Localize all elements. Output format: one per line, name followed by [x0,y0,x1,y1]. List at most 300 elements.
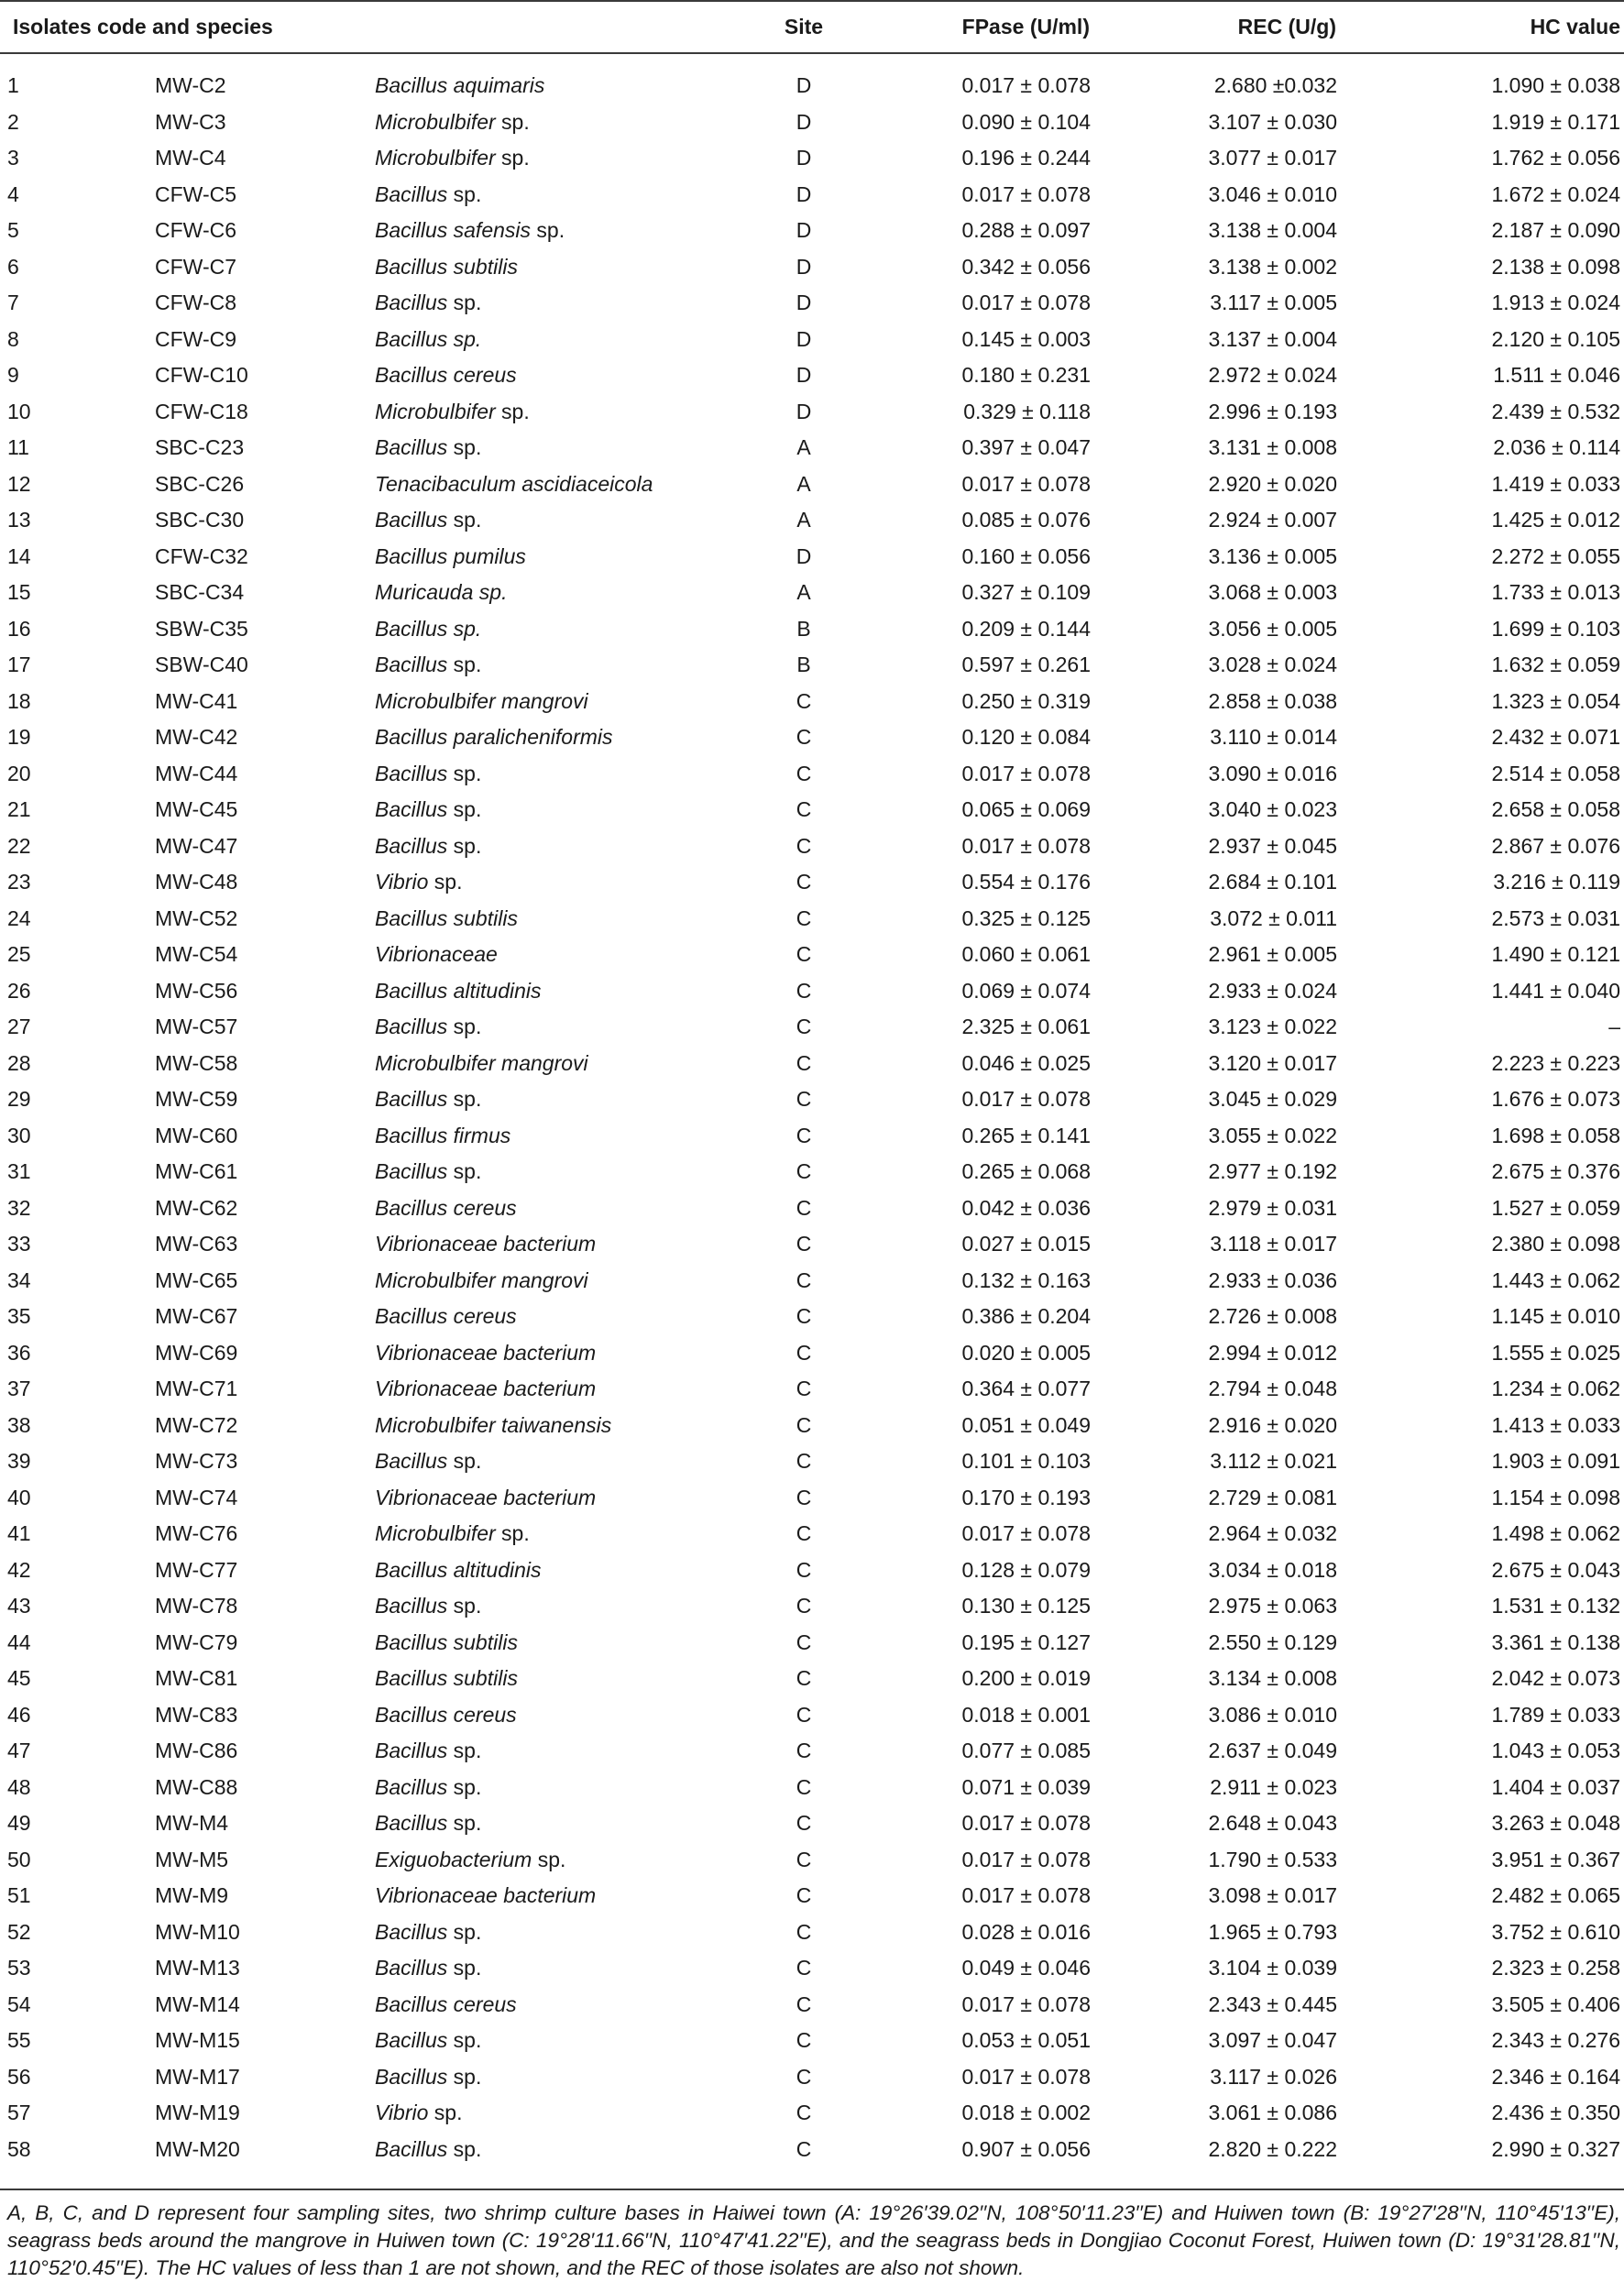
rec-value: 2.979 ± 0.031 [1208,1195,1337,1220]
table-row [0,325,1624,362]
fpase-value: 0.288 ± 0.097 [961,218,1091,242]
fpase-value: 0.017 ± 0.078 [961,1087,1091,1111]
fpase-value: 0.018 ± 0.001 [961,1702,1091,1727]
species-genus: Vibrio [375,870,429,894]
row-number: 32 [7,1195,31,1220]
species-name [375,2026,481,2054]
species-name [375,1411,611,1439]
rec-value: 3.136 ± 0.005 [1208,543,1337,568]
row-number: 27 [7,1015,31,1038]
site-value: C [796,1449,812,1473]
row-number: 15 [7,580,31,604]
rec-value: 3.098 ± 0.017 [1208,1883,1337,1907]
hc-value: 3.752 ± 0.610 [1491,1919,1620,1944]
isolate-code: CFW-C32 [155,543,248,568]
species-suffix: sp. [531,218,565,242]
rec-value: 3.090 ± 0.016 [1208,761,1337,785]
hc-value: 1.443 ± 0.062 [1491,1267,1620,1292]
hc-value: 3.263 ± 0.048 [1491,1811,1620,1835]
site-value: C [796,1521,812,1545]
fpase-value: 0.132 ± 0.163 [961,1267,1091,1292]
rec-value: 2.916 ± 0.020 [1208,1412,1337,1437]
header-isolates-code-species: Isolates code and species [13,15,273,38]
table-row [0,361,1624,398]
species-genus: Bacillus [375,1159,448,1183]
fpase-value: 0.077 ± 0.085 [961,1739,1091,1762]
isolate-code: MW-M20 [155,2136,240,2161]
species-genus: Bacillus [375,1774,448,1799]
rec-value: 2.343 ± 0.445 [1208,1991,1337,2016]
species-genus: Vibrionaceae bacterium [375,1340,597,1365]
fpase-value: 0.017 ± 0.078 [961,1883,1091,1907]
table-row [0,1013,1624,1049]
table-row [0,905,1624,941]
row-number: 38 [7,1412,31,1437]
site-value: C [796,1991,812,2016]
site-value: C [796,1666,812,1690]
table-row [0,181,1624,217]
site-value: C [796,1557,812,1582]
row-number: 25 [7,942,31,966]
row-number: 53 [7,1956,31,1980]
site-value: D [796,399,812,423]
isolate-code: MW-C48 [155,870,238,894]
table-row [0,1664,1624,1701]
row-number: 50 [7,1847,31,1871]
species-name [375,651,481,678]
isolate-code: MW-M5 [155,1847,229,1871]
hc-value: 2.380 ± 0.098 [1491,1232,1620,1256]
species-genus: Microbulbifer taiwanensis [375,1412,612,1437]
site-value: C [796,1883,812,1907]
site-value: C [796,1087,812,1111]
row-number: 14 [7,543,31,568]
isolate-code: MW-C2 [155,73,226,97]
species-suffix: sp. [495,146,530,170]
row-number: 40 [7,1485,31,1509]
table-row [0,1447,1624,1484]
table-body [0,71,1624,2171]
table-row [0,1556,1624,1593]
isolate-code: SBC-C30 [155,508,245,532]
species-suffix: sp. [447,1087,482,1111]
species-name [375,1664,518,1692]
hc-value: 1.531 ± 0.132 [1491,1594,1620,1618]
hc-value: 1.733 ± 0.013 [1491,580,1620,604]
species-genus: Bacillus [375,1594,448,1618]
isolate-code: MW-C47 [155,833,238,858]
rec-value: 2.933 ± 0.036 [1208,1267,1337,1292]
hc-value: 2.036 ± 0.114 [1493,435,1620,459]
fpase-value: 0.051 ± 0.049 [961,1412,1091,1437]
species-suffix: sp. [447,653,482,676]
table-row [0,1809,1624,1846]
site-value: A [796,471,811,496]
rec-value: 3.110 ± 0.014 [1210,725,1337,749]
species-genus: Bacillus [375,797,448,821]
table-row [0,578,1624,615]
row-number: 41 [7,1521,31,1545]
hc-value: 2.138 ± 0.098 [1491,254,1620,279]
table-footnote: A, B, C, and D represent four sampling sites, two shrimp culture bases in Haiwei town (A: 19°26′39.02′′N, 108°50′11.23′′E) and Huiwen town (B: 19°27′28′′N, 110°45′13′′E), seagrass beds around the mangrove in Huiwen town (C: 19°28′11.66′′N, 110°47′41.22′′E), and the seagrass beds in Dongjiao Coconut Forest, Huiwen town (D: 19°31′28.81′′N, 110°52′0.45′′E). The HC values of less than 1 are not shown, and the REC of those isolates are also not shown. [7,2201,1620,2279]
species-name [375,1157,481,1185]
hc-value: 1.676 ± 0.073 [1491,1087,1620,1111]
row-number: 49 [7,1811,31,1835]
species-suffix: sp. [447,1015,482,1038]
table-row [0,687,1624,724]
fpase-value: 0.342 ± 0.056 [961,254,1091,279]
rec-value: 2.996 ± 0.193 [1208,399,1337,423]
row-number: 42 [7,1557,31,1582]
hc-value: 1.490 ± 0.121 [1491,942,1620,966]
site-value: C [796,905,812,930]
row-number: 30 [7,1123,31,1147]
site-value: C [796,1267,812,1292]
species-name [375,1230,596,1257]
species-name [375,1375,596,1402]
hc-value: 2.272 ± 0.055 [1491,543,1620,568]
isolate-code: MW-C78 [155,1594,238,1618]
isolate-code: SBC-C23 [155,435,245,459]
species-genus: Bacillus altitudinis [375,978,542,1003]
species-genus: Bacillus [375,1919,448,1944]
species-name [375,216,565,244]
row-number: 51 [7,1883,31,1907]
row-number: 8 [7,326,19,351]
hc-value: – [1608,1015,1620,1038]
species-genus: Bacillus aquimaris [375,73,545,97]
fpase-value: 0.170 ± 0.193 [961,1485,1091,1509]
rec-value: 2.637 ± 0.049 [1208,1739,1337,1762]
isolate-code: MW-C81 [155,1666,238,1690]
species-genus: Bacillus [375,2028,448,2052]
species-suffix: sp. [447,797,482,821]
isolate-code: MW-C58 [155,1050,238,1075]
row-number: 5 [7,218,19,242]
species-suffix: sp. [447,291,482,314]
species-genus: Bacillus sp. [375,326,482,351]
hc-value: 1.234 ± 0.062 [1491,1377,1620,1400]
species-genus: Bacillus [375,1449,448,1473]
table-row [0,760,1624,796]
hc-value: 1.413 ± 0.033 [1491,1412,1620,1437]
species-name [375,1809,481,1837]
row-number: 11 [7,435,29,459]
hc-value: 2.436 ± 0.350 [1491,2101,1620,2124]
species-genus: Exiguobacterium [375,1847,532,1871]
table-row [0,108,1624,145]
rec-value: 2.994 ± 0.012 [1208,1340,1337,1365]
species-suffix: sp. [447,761,482,785]
species-genus: Vibrionaceae bacterium [375,1232,597,1256]
table-row [0,2063,1624,2100]
row-number: 34 [7,1267,31,1292]
site-value: C [796,1123,812,1147]
species-genus: Vibrionaceae [375,942,498,966]
table-row [0,1701,1624,1738]
fpase-value: 0.101 ± 0.103 [961,1449,1091,1473]
isolate-code: MW-C52 [155,905,238,930]
species-genus: Microbulbifer mangrovi [375,688,588,713]
rec-value: 2.726 ± 0.008 [1208,1304,1337,1328]
row-number: 24 [7,905,31,930]
species-genus: Bacillus sp. [375,616,482,641]
species-name [375,723,613,751]
species-name [375,506,481,533]
site-value: C [796,1050,812,1075]
table-row [0,977,1624,1014]
header-hc-value: HC value [1530,15,1620,38]
species-name [375,832,481,860]
hc-value: 2.187 ± 0.090 [1491,218,1620,242]
species-genus: Bacillus subtilis [375,254,518,279]
isolate-code: CFW-C8 [155,291,237,314]
species-genus: Bacillus cereus [375,1195,517,1220]
fpase-value: 0.071 ± 0.039 [961,1774,1091,1799]
isolate-code: CFW-C10 [155,363,248,387]
fpase-value: 0.060 ± 0.061 [961,942,1091,966]
site-value: C [796,725,812,749]
isolate-code: MW-C86 [155,1739,238,1762]
site-value: D [796,254,812,279]
fpase-value: 0.028 ± 0.016 [961,1919,1091,1944]
species-genus: Bacillus cereus [375,363,517,387]
table-row [0,1773,1624,1810]
rec-value: 2.911 ± 0.023 [1210,1774,1337,1799]
table-row [0,1520,1624,1556]
hc-value: 2.223 ± 0.223 [1491,1050,1620,1075]
rec-value: 2.648 ± 0.043 [1208,1811,1337,1835]
rec-value: 3.117 ± 0.005 [1210,291,1337,314]
table-row [0,1085,1624,1122]
rec-value: 2.933 ± 0.024 [1208,978,1337,1003]
species-name [375,1520,530,1547]
species-suffix: sp. [447,435,482,459]
species-name [375,578,507,606]
isolate-code: SBW-C40 [155,653,248,676]
row-number: 26 [7,978,31,1003]
row-number: 48 [7,1774,31,1799]
species-name [375,543,526,570]
rec-value: 2.858 ± 0.038 [1208,688,1337,713]
row-number: 39 [7,1449,31,1473]
isolate-code: CFW-C18 [155,399,248,423]
table-row [0,1194,1624,1231]
table-row [0,651,1624,687]
hc-value: 1.404 ± 0.037 [1491,1774,1620,1799]
site-value: C [796,1774,812,1799]
species-genus: Vibrionaceae bacterium [375,1883,597,1907]
table-row [0,832,1624,869]
row-number: 13 [7,508,31,532]
species-suffix: sp. [447,181,482,206]
isolate-code: MW-C61 [155,1159,238,1183]
hc-value: 1.043 ± 0.053 [1491,1739,1620,1762]
hc-value: 2.120 ± 0.105 [1491,326,1620,351]
fpase-value: 0.250 ± 0.319 [961,688,1091,713]
rec-value: 3.131 ± 0.008 [1208,435,1337,459]
species-suffix: sp. [428,870,463,894]
rec-value: 2.820 ± 0.222 [1208,2136,1337,2161]
fpase-value: 0.265 ± 0.068 [961,1159,1091,1183]
species-name [375,760,481,787]
site-value: C [796,1956,812,1980]
site-value: A [796,435,811,459]
row-number: 23 [7,870,31,894]
fpase-value: 0.017 ± 0.078 [961,1847,1091,1871]
species-genus: Bacillus [375,761,448,785]
species-genus: Muricauda sp. [375,580,508,604]
species-name [375,1013,481,1040]
row-number: 35 [7,1304,31,1328]
species-suffix: sp. [447,2136,482,2161]
site-value: A [796,580,811,604]
rec-value: 3.072 ± 0.011 [1210,905,1337,930]
table-row [0,253,1624,290]
table-row [0,543,1624,579]
fpase-value: 0.554 ± 0.176 [961,870,1091,894]
isolate-code: SBC-C26 [155,471,245,496]
fpase-value: 0.090 ± 0.104 [961,109,1091,134]
site-value: D [796,218,812,242]
site-value: D [796,181,812,206]
species-suffix: sp. [495,399,530,423]
species-genus: Bacillus [375,1015,448,1038]
species-genus: Bacillus paralicheniformis [375,725,613,749]
fpase-value: 0.364 ± 0.077 [961,1377,1091,1400]
species-suffix: sp. [447,1449,482,1473]
site-value: A [796,508,811,532]
site-value: C [796,1919,812,1944]
species-name [375,687,588,715]
site-value: C [796,1412,812,1437]
hc-value: 1.441 ± 0.040 [1491,978,1620,1003]
hc-value: 1.323 ± 0.054 [1491,688,1620,713]
site-value: D [796,291,812,314]
hc-value: 2.343 ± 0.276 [1491,2028,1620,2052]
site-value: C [796,1702,812,1727]
isolate-code: MW-C73 [155,1449,238,1473]
fpase-value: 0.597 ± 0.261 [961,653,1091,676]
isolate-code: MW-M19 [155,2101,240,2124]
row-number: 6 [7,254,19,279]
species-suffix: sp. [447,1159,482,1183]
fpase-value: 0.327 ± 0.109 [961,580,1091,604]
hc-value: 1.090 ± 0.038 [1491,73,1620,97]
species-name [375,325,481,353]
row-number: 16 [7,616,31,641]
rec-value: 3.034 ± 0.018 [1208,1557,1337,1582]
species-name [375,289,481,316]
rec-value: 3.120 ± 0.017 [1208,1050,1337,1075]
isolate-code: MW-C4 [155,146,226,170]
hc-value: 1.555 ± 0.025 [1491,1340,1620,1365]
site-value: B [796,616,811,641]
site-value: D [796,109,812,134]
table-row [0,615,1624,652]
row-number: 3 [7,146,19,170]
table-row [0,1737,1624,1773]
fpase-value: 0.017 ± 0.078 [961,181,1091,206]
table-row [0,1049,1624,1086]
rec-value: 3.055 ± 0.022 [1208,1123,1337,1147]
species-genus: Bacillus [375,833,448,858]
hc-value: 1.154 ± 0.098 [1491,1485,1620,1509]
rec-value: 3.040 ± 0.023 [1208,797,1337,821]
hc-value: 2.658 ± 0.058 [1491,797,1620,821]
rec-value: 3.045 ± 0.029 [1208,1087,1337,1111]
rec-value: 2.937 ± 0.045 [1208,833,1337,858]
table-row [0,868,1624,905]
table-row [0,433,1624,470]
species-name [375,1556,542,1584]
hc-value: 1.762 ± 0.056 [1491,146,1620,170]
species-genus: Bacillus altitudinis [375,1557,542,1582]
species-suffix: sp. [447,1594,482,1618]
row-number: 19 [7,725,31,749]
species-name [375,1194,517,1222]
row-number: 43 [7,1594,31,1618]
hc-value: 2.042 ± 0.073 [1491,1666,1620,1690]
isolate-code: MW-C56 [155,978,238,1003]
site-value: C [796,2064,812,2089]
row-number: 2 [7,109,19,134]
row-number: 46 [7,1702,31,1727]
row-number: 29 [7,1087,31,1111]
fpase-value: 0.053 ± 0.051 [961,2028,1091,2052]
rec-value: 3.123 ± 0.022 [1208,1015,1337,1038]
rec-value: 2.964 ± 0.032 [1208,1521,1337,1545]
species-name [375,71,544,99]
fpase-value: 0.160 ± 0.056 [961,543,1091,568]
table-bottom-rule [0,2189,1624,2190]
table-row [0,1411,1624,1448]
fpase-value: 0.017 ± 0.078 [961,761,1091,785]
isolate-code: MW-C62 [155,1195,238,1220]
row-number: 55 [7,2028,31,2052]
species-genus: Bacillus [375,2136,448,2161]
hc-value: 1.672 ± 0.024 [1491,181,1620,206]
hc-value: 2.482 ± 0.065 [1491,1883,1620,1907]
row-number: 54 [7,1991,31,2016]
row-number: 4 [7,181,19,206]
site-value: C [796,797,812,821]
hc-value: 1.913 ± 0.024 [1491,291,1620,314]
site-value: C [796,2101,812,2124]
table-top-rule [0,0,1624,2]
table-row [0,1484,1624,1520]
site-value: C [796,833,812,858]
rec-value: 2.924 ± 0.007 [1208,508,1337,532]
site-value: C [796,761,812,785]
site-value: C [796,1340,812,1365]
site-value: C [796,2028,812,2052]
table-row [0,2026,1624,2063]
fpase-value: 0.196 ± 0.244 [961,146,1091,170]
rec-value: 2.977 ± 0.192 [1208,1159,1337,1183]
isolate-code: MW-C42 [155,725,238,749]
row-number: 21 [7,797,31,821]
rec-value: 3.068 ± 0.003 [1208,580,1337,604]
isolate-code: CFW-C9 [155,326,237,351]
hc-value: 1.527 ± 0.059 [1491,1195,1620,1220]
species-name [375,1267,588,1294]
species-suffix: sp. [447,1739,482,1762]
species-name [375,1701,517,1728]
species-name [375,253,518,280]
row-number: 44 [7,1629,31,1654]
species-genus: Microbulbifer [375,399,496,423]
